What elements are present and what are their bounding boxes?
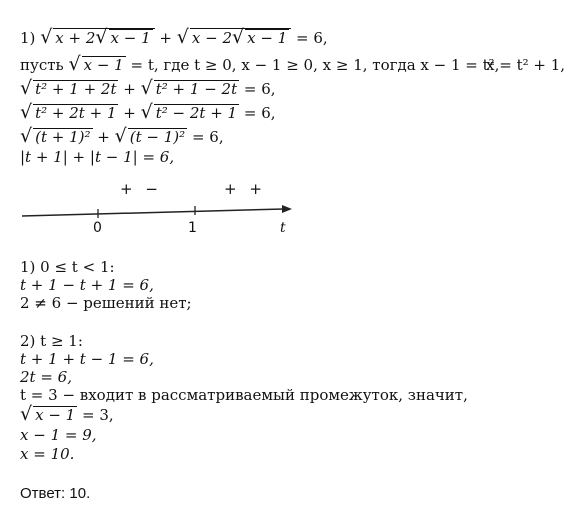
axis-arrow [282, 205, 292, 213]
sqrt-sign: √ [95, 26, 108, 48]
let-word: пусть [20, 56, 64, 74]
sqrt-sign: √ [140, 77, 153, 99]
case2-equation: t + 1 + t − 1 = 6, [20, 350, 154, 368]
sign-left-interval: + − [120, 180, 162, 198]
sqrt-sign: √ [176, 26, 189, 48]
plus-sign: + [123, 104, 136, 122]
axis-variable: t [280, 220, 286, 236]
tick-label-zero: 0 [93, 220, 102, 236]
root-b: t² − 2t + 1 [155, 104, 238, 122]
sqrt-sign: √ [68, 53, 81, 75]
root-b: t² + 1 − 2t [155, 80, 238, 98]
case1-heading: 1) 0 ≤ t < 1: [20, 258, 115, 276]
case2-x-result: x = 10. [20, 445, 75, 463]
root-a: (t + 1)² [35, 128, 91, 146]
plus-sign: + [159, 29, 172, 47]
equals-six: = 6, [191, 128, 224, 146]
inner-root-2: x − 1 [247, 29, 288, 47]
root-x-minus-1: x − 1 [35, 406, 76, 424]
root-a: t² + 1 + 2t [35, 80, 117, 98]
case2-2t: 2t = 6, [20, 368, 72, 386]
root-a: t² + 2t + 1 [35, 104, 117, 122]
sqrt-sign: √ [20, 403, 33, 425]
equals-six: = 6, [295, 29, 328, 47]
equals-three: = 3, [82, 406, 114, 424]
case1-result: 2 ≠ 6 − решений нет; [20, 294, 192, 312]
tick-label-one: 1 [188, 220, 197, 236]
sqrt-sign: √ [20, 77, 33, 99]
sqrt-sign: √ [40, 26, 53, 48]
plus-sign: + [97, 128, 110, 146]
sqrt-sign: √ [231, 26, 245, 48]
equals-six: = 6, [243, 104, 276, 122]
answer: Ответ: 10. [20, 485, 91, 502]
sqrt-sign: √ [20, 125, 33, 147]
radicand-part: x + 2 [55, 29, 96, 47]
axis-line [22, 209, 284, 216]
root-b: (t − 1)² [129, 128, 186, 146]
modulus-equation: |t + 1| + |t − 1| = 6, [20, 148, 175, 166]
case2-t-value: t = 3 − входит в рассматриваемый промежуток, значит, [20, 386, 468, 404]
case-number: 1) [20, 29, 36, 47]
sqrt-sign: √ [114, 125, 127, 147]
sign-right-interval: + + [224, 180, 266, 198]
sqrt-sign: √ [140, 101, 153, 123]
plus-sign: + [123, 80, 136, 98]
substitution-conditions: = t, где t ≥ 0, x − 1 ≥ 0, x ≥ 1, тогда x − 1 = t², [130, 56, 500, 74]
substitution-root: x − 1 [83, 56, 124, 74]
equals-six: = 6, [243, 80, 276, 98]
case2-heading: 2) t ≥ 1: [20, 332, 83, 350]
case2-x-minus-1: x − 1 = 9, [20, 426, 97, 444]
case1-equation: t + 1 − t + 1 = 6, [20, 276, 154, 294]
sqrt-sign: √ [20, 101, 33, 123]
case2-root-equation [20, 403, 114, 425]
x-expression: x = t² + 1, [486, 56, 566, 74]
inner-root-1: x − 1 [110, 29, 151, 47]
radicand-part: x − 2 [191, 29, 232, 47]
